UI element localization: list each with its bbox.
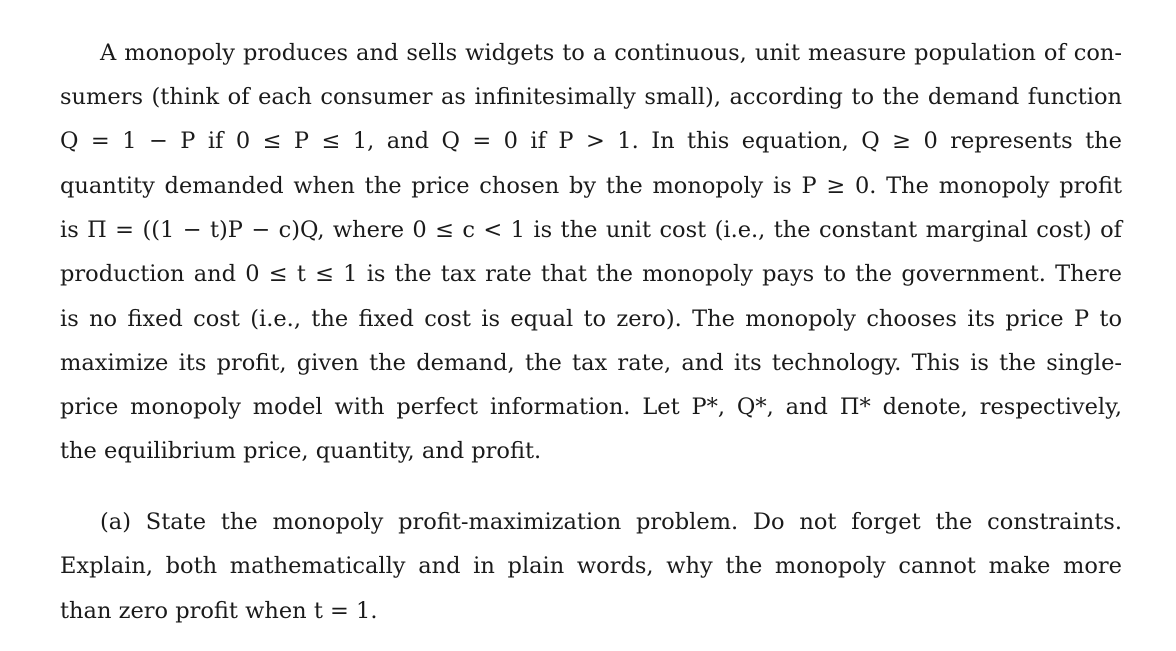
text-line: maximize its profit, given the demand, the tax rate, and its technology. This is the single- xyxy=(60,350,1122,376)
text-line: is Π = ((1 − t)P − c)Q, where 0 ≤ c < 1 is the unit cost (i.e., the constant marginal cost) of xyxy=(60,217,1122,243)
text-line: is no fixed cost (i.e., the fixed cost is equal to zero). The monopoly chooses its price P to xyxy=(60,306,1122,332)
text-line: than zero profit when t = 1. xyxy=(60,598,378,624)
text-line: Q = 1 − P if 0 ≤ P ≤ 1, and Q = 0 if P > 1. In this equation, Q ≥ 0 represents the xyxy=(60,128,1122,154)
text-line: Explain, both mathematically and in plain words, why the monopoly cannot make more xyxy=(60,553,1122,579)
text-line: quantity demanded when the price chosen by the monopoly is P ≥ 0. The monopoly profit xyxy=(60,173,1122,199)
text-line: price monopoly model with perfect information. Let P*, Q*, and Π* denote, respectively, xyxy=(60,394,1122,420)
text-line: production and 0 ≤ t ≤ 1 is the tax rate that the monopoly pays to the government. There xyxy=(60,261,1122,287)
text-line: sumers (think of each consumer as infinitesimally small), according to the demand function xyxy=(60,84,1122,110)
text-line: the equilibrium price, quantity, and profit. xyxy=(60,438,542,464)
text-line: A monopoly produces and sells widgets to a continuous, unit measure population of con- xyxy=(100,40,1122,66)
text-line: (a) State the monopoly profit-maximization problem. Do not forget the constraints. xyxy=(100,509,1122,535)
